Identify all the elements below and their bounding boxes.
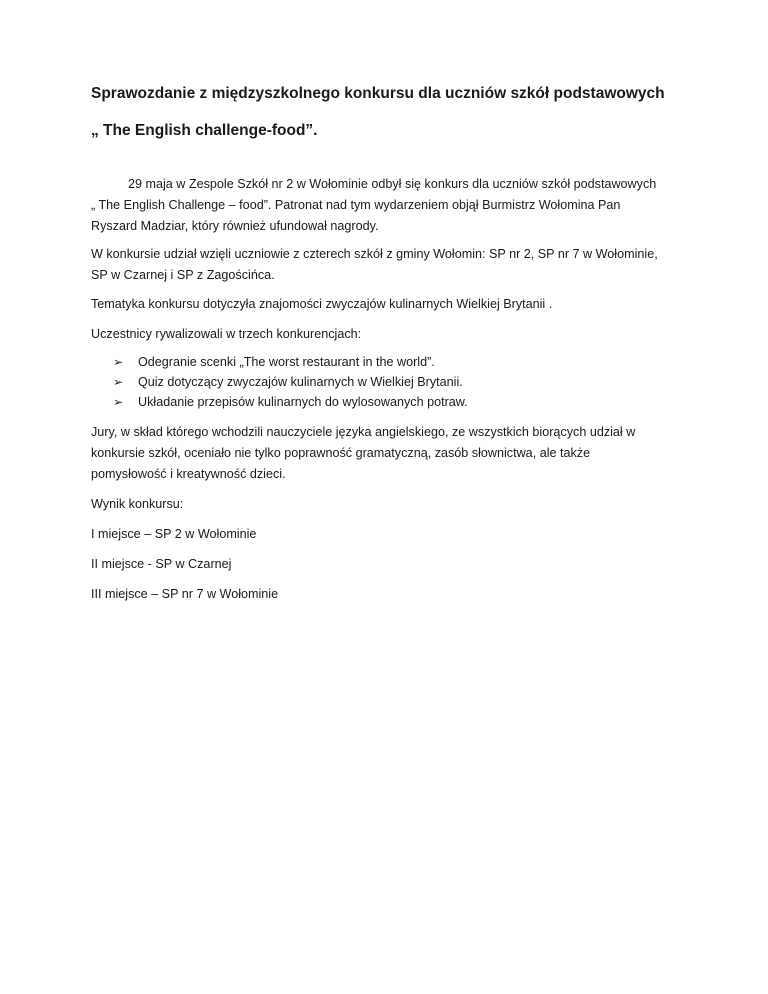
participants-line-2: SP w Czarnej i SP z Zagościńca. (91, 268, 275, 282)
result-second-place: II miejsce - SP w Czarnej (91, 557, 232, 571)
competition-item-text: Odegranie scenki „The worst restaurant in the world”. (138, 355, 435, 369)
competition-item-text: Quiz dotyczący zwyczajów kulinarnych w Wielkiej Brytanii. (138, 375, 463, 389)
result-first-place: I miejsce – SP 2 w Wołominie (91, 527, 257, 541)
document-content (91, 84, 691, 605)
intro-line-1: 29 maja w Zespole Szkół nr 2 w Wołominie odbył się konkurs dla uczniów szkół podstawowych (128, 177, 657, 191)
intro-line-2: „ The English Challenge – food”. Patronat nad tym wydarzeniem objął Burmistrz Wołomina Pan (91, 198, 621, 212)
intro-line-3: Ryszard Madziar, który również ufundował nagrody. (91, 219, 379, 233)
list-item (91, 392, 691, 412)
competition-item-text: Układanie przepisów kulinarnych do wylosowanych potraw. (138, 395, 468, 409)
jury-paragraph (91, 422, 691, 485)
topic-paragraph: Tematyka konkursu dotyczyła znajomości zwyczajów kulinarnych Wielkiej Brytanii . (91, 297, 553, 311)
list-item (91, 352, 691, 372)
jury-line-3: pomysłowość i kreatywność dzieci. (91, 467, 286, 481)
competitions-list (91, 352, 691, 412)
document-title-line-1: Sprawozdanie z międzyszkolnego konkursu dla uczniów szkół podstawowych (91, 85, 665, 102)
arrow-bullet-icon: ➢ (113, 395, 124, 409)
competitions-intro: Uczestnicy rywalizowali w trzech konkurencjach: (91, 327, 362, 341)
participants-line-1: W konkursie udział wzięli uczniowie z czterech szkół z gminy Wołomin: SP nr 2, SP nr 7 w Wołominie, (91, 247, 658, 261)
arrow-bullet-icon: ➢ (113, 355, 124, 369)
list-item (91, 372, 691, 392)
participants-paragraph (91, 244, 691, 286)
arrow-bullet-icon: ➢ (113, 375, 124, 389)
result-third-place: III miejsce – SP nr 7 w Wołominie (91, 587, 279, 601)
jury-line-2: konkursie szkół, oceniało nie tylko poprawność gramatyczną, zasób słownictwa, ale także (91, 446, 591, 460)
results-heading: Wynik konkursu: (91, 497, 184, 511)
document-title-line-2: „ The English challenge-food”. (91, 122, 318, 139)
intro-paragraph (91, 174, 691, 237)
jury-line-1: Jury, w skład którego wchodzili nauczyciele języka angielskiego, ze wszystkich biorących udział w (91, 425, 636, 439)
